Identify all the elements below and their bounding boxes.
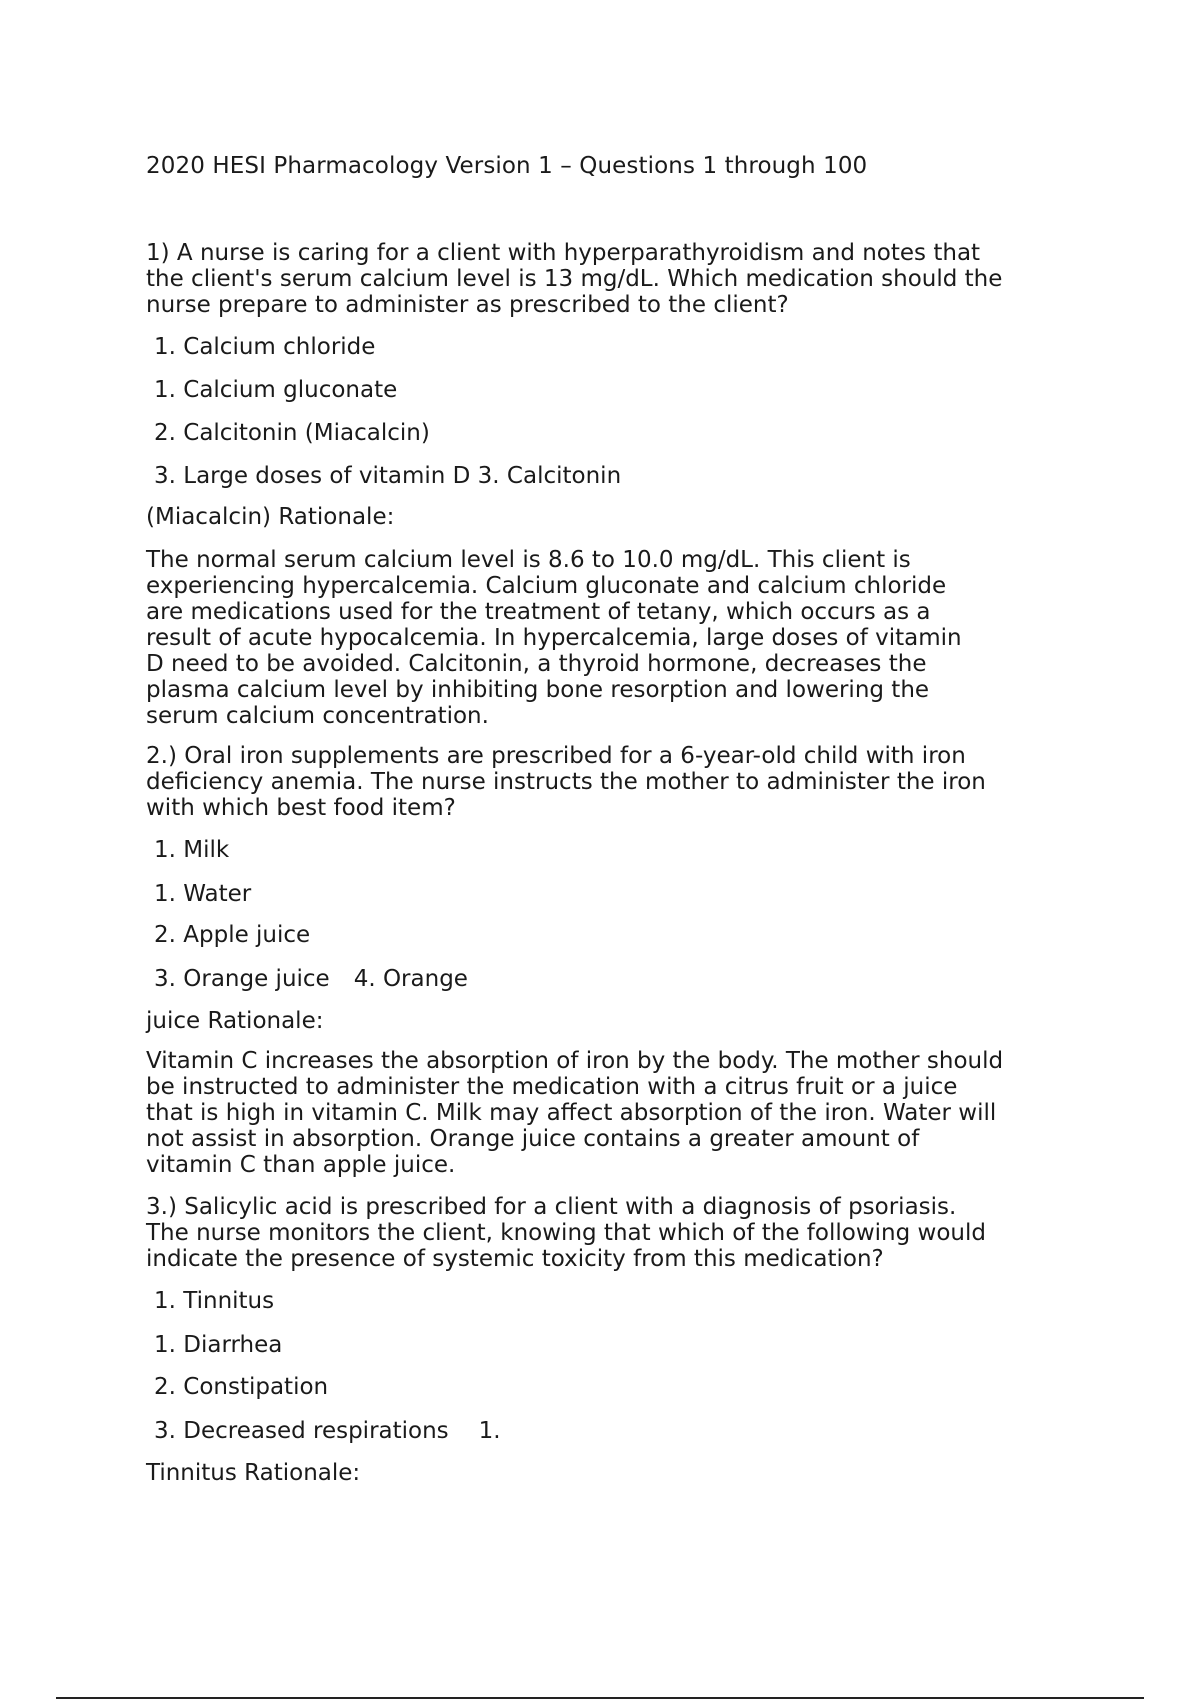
question-3-option: 1. Tinnitus (154, 1288, 275, 1314)
rationale-line: serum calcium concentration. (146, 703, 489, 729)
question-3-stem (146, 1194, 1106, 1272)
question-2-answer-text: juice Rationale: (146, 1008, 324, 1034)
question-1-stem (146, 240, 1106, 318)
footer-rule (56, 1697, 1144, 1699)
question-2-answer-line (146, 1008, 1106, 1034)
rationale-line: plasma calcium level by inhibiting bone resorption and lowering the (146, 677, 930, 703)
question-1-option: 1. Calcium chloride (154, 334, 376, 360)
question-2-option-row (154, 966, 468, 992)
question-3-stem-line: The nurse monitors the client, knowing that which of the following would (146, 1220, 986, 1246)
rationale-line: be instructed to administer the medication with a citrus fruit or a juice (146, 1074, 958, 1100)
question-2-stem-line: deficiency anemia. The nurse instructs the mother to administer the iron (146, 769, 986, 795)
question-3-stem-line: indicate the presence of systemic toxicity from this medication? (146, 1246, 884, 1272)
question-2-option: 2. Apple juice (154, 922, 311, 948)
question-3-option-row (154, 1418, 501, 1444)
rationale-line: result of acute hypocalcemia. In hypercalcemia, large doses of vitamin (146, 625, 962, 651)
question-3-stem-line: 3.) Salicylic acid is prescribed for a client with a diagnosis of psoriasis. (146, 1194, 957, 1220)
question-2-option: 4. Orange (353, 966, 468, 992)
question-2-rationale (146, 1048, 1106, 1178)
question-3-answer-line (146, 1460, 1106, 1486)
question-3-answer-text: Tinnitus Rationale: (146, 1460, 361, 1486)
question-2-option: 1. Milk (154, 837, 230, 863)
question-1-stem-line: 1) A nurse is caring for a client with hyperparathyroidism and notes that (146, 240, 981, 266)
document-title: 2020 HESI Pharmacology Version 1 – Questions 1 through 100 (146, 153, 868, 179)
rationale-line: experiencing hypercalcemia. Calcium gluconate and calcium chloride (146, 573, 947, 599)
question-1-answer-line (146, 504, 1106, 530)
question-1-option: 1. Calcium gluconate (154, 377, 398, 403)
question-2-stem-line: 2.) Oral iron supplements are prescribed for a 6-year-old child with iron (146, 743, 966, 769)
question-3-option: 1. (478, 1418, 501, 1444)
question-1-stem-line: nurse prepare to administer as prescribed to the client? (146, 292, 789, 318)
question-3-option: 3. Decreased respirations (154, 1418, 449, 1444)
question-3-option: 1. Diarrhea (154, 1332, 283, 1358)
question-2-stem-line: with which best food item? (146, 795, 456, 821)
rationale-line: vitamin C than apple juice. (146, 1152, 456, 1178)
question-2-option: 3. Orange juice (154, 966, 330, 992)
question-3-option: 2. Constipation (154, 1374, 329, 1400)
rationale-line: that is high in vitamin C. Milk may affect absorption of the iron. Water will (146, 1100, 997, 1126)
rationale-line: are medications used for the treatment of tetany, which occurs as a (146, 599, 931, 625)
rationale-line: The normal serum calcium level is 8.6 to 10.0 mg/dL. This client is (146, 547, 911, 573)
rationale-line: Vitamin C increases the absorption of iron by the body. The mother should (146, 1048, 1004, 1074)
question-2-option: 1. Water (154, 881, 252, 907)
rationale-line: not assist in absorption. Orange juice contains a greater amount of (146, 1126, 920, 1152)
question-1-option: 2. Calcitonin (Miacalcin) (154, 420, 430, 446)
question-1-answer-text: (Miacalcin) Rationale: (146, 504, 395, 530)
question-2-stem (146, 743, 1106, 821)
rationale-line: D need to be avoided. Calcitonin, a thyroid hormone, decreases the (146, 651, 927, 677)
question-1-rationale (146, 547, 1106, 729)
question-1-stem-line: the client's serum calcium level is 13 mg/dL. Which medication should the (146, 266, 1003, 292)
question-1-option: 3. Large doses of vitamin D 3. Calcitonin (154, 463, 622, 489)
